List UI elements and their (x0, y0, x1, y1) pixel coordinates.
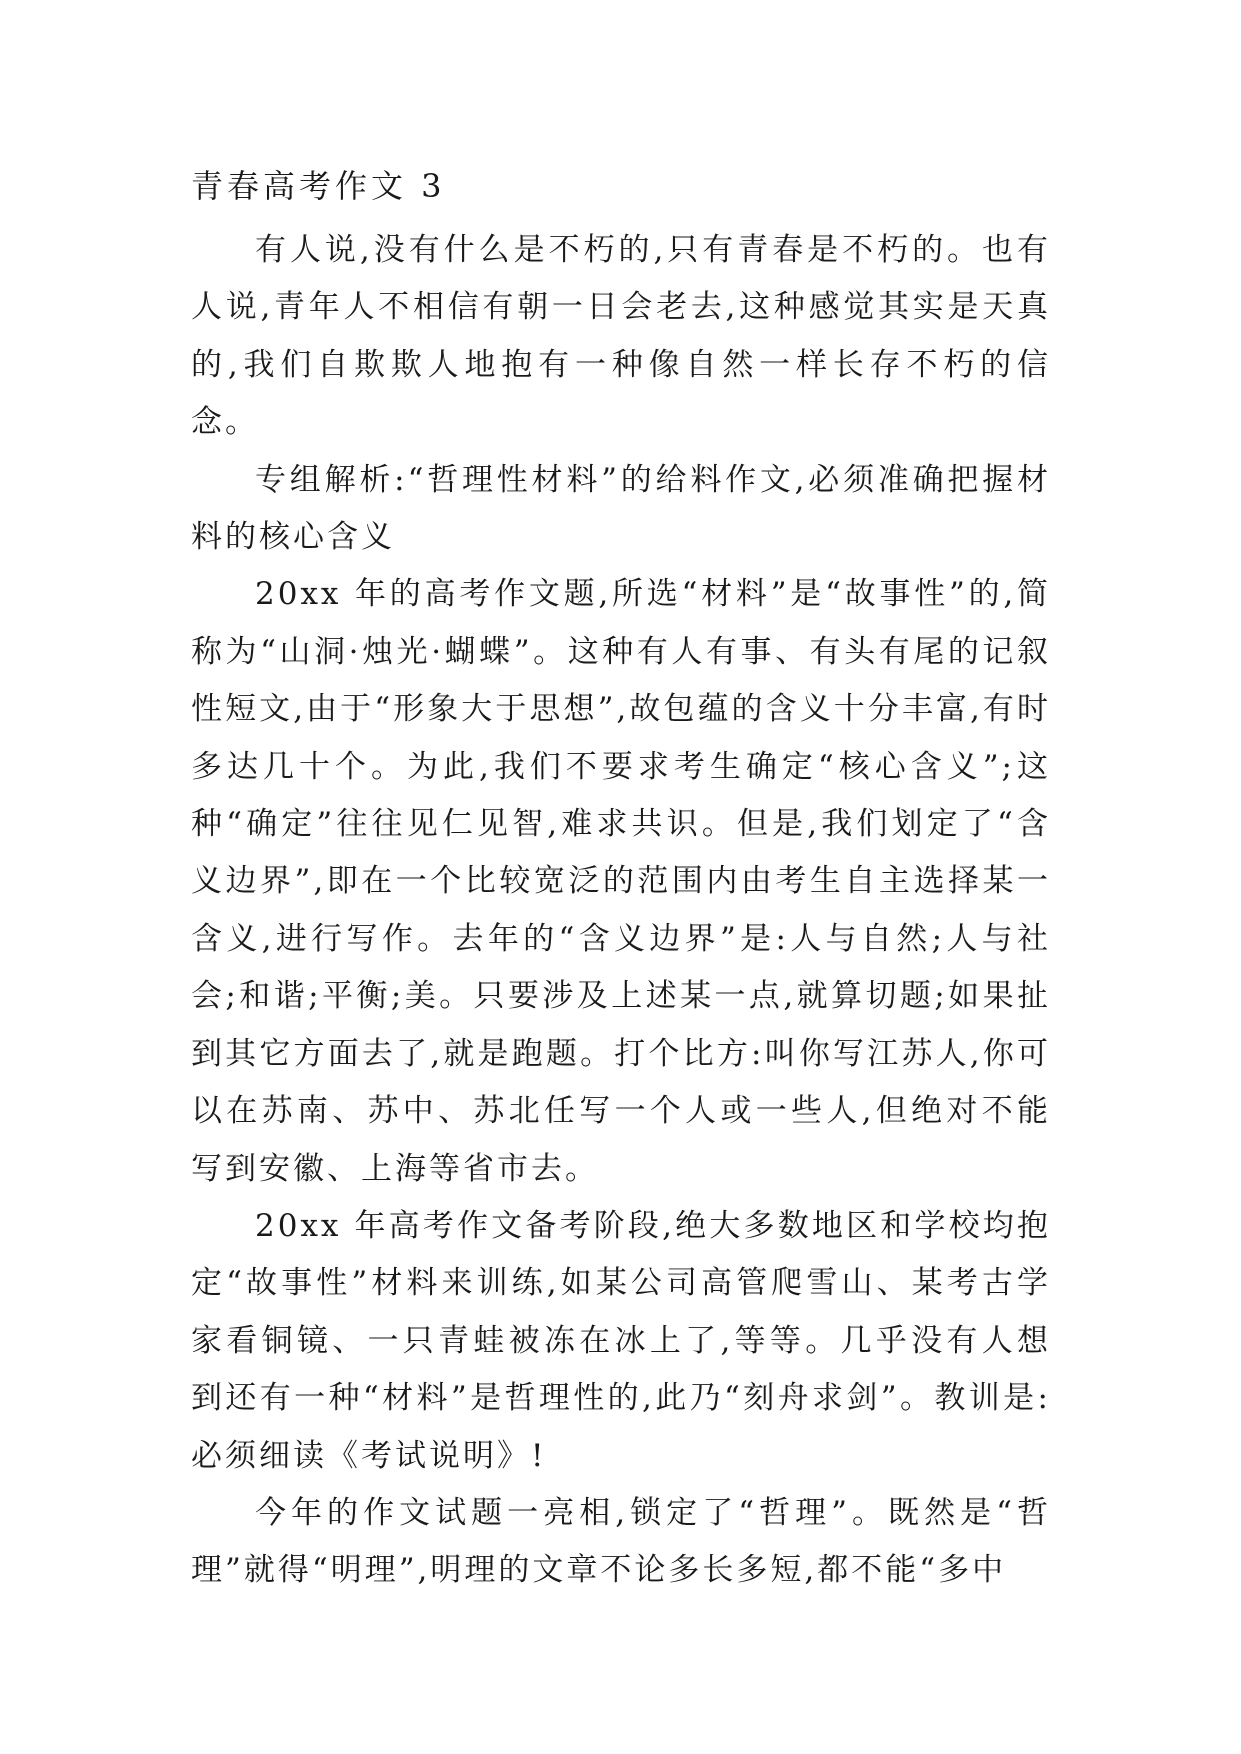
paragraph-4: 20xx 年高考作文备考阶段,绝大多数地区和学校均抱定“故事性”材料来训练,如某公司高管爬雪山、某考古学家看铜镜、一只青蛙被冻在冰上了,等等。几乎没有人想到还有一种“材料”是哲理性的,此乃“刻舟求剑”。教训是:必须细读《考试说明》! (191, 1207, 1051, 1474)
document-title: 青春高考作文 3 (191, 167, 446, 205)
paragraph-3: 20xx 年的高考作文题,所选“材料”是“故事性”的,简称为“山洞·烛光·蝴蝶”。这种有人有事、有头有尾的记叙性短文,由于“形象大于思想”,故包蕴的含义十分丰富,有时多达几十个。为此,我们不要求考生确定“核心含义”;这种“确定”往往见仁见智,难求共识。但是,我们划定了“含义边界”,即在一个比较宽泛的范围内由考生自主选择某一含义,进行写作。去年的“含义边界”是:人与自然;人与社会;和谐;平衡;美。只要涉及上述某一点,就算切题;如果扯到其它方面去了,就是跑题。打个比方:叫你写江苏人,你可以在苏南、苏中、苏北任写一个人或一些人,但绝对不能写到安徽、上海等省市去。 (191, 576, 1051, 1187)
paragraph-2: 专组解析:“哲理性材料”的给料作文,必须准确把握材料的核心含义 (191, 461, 1051, 556)
paragraph-5: 今年的作文试题一亮相,锁定了“哲理”。既然是“哲理”就得“明理”,明理的文章不论多长多短,都不能“多中 (191, 1494, 1051, 1589)
document-body (191, 222, 1051, 1600)
paragraph-1: 有人说,没有什么是不朽的,只有青春是不朽的。也有人说,青年人不相信有朝一日会老去,这种感觉其实是天真的,我们自欺欺人地抱有一种像自然一样长存不朽的信念。 (191, 232, 1051, 441)
